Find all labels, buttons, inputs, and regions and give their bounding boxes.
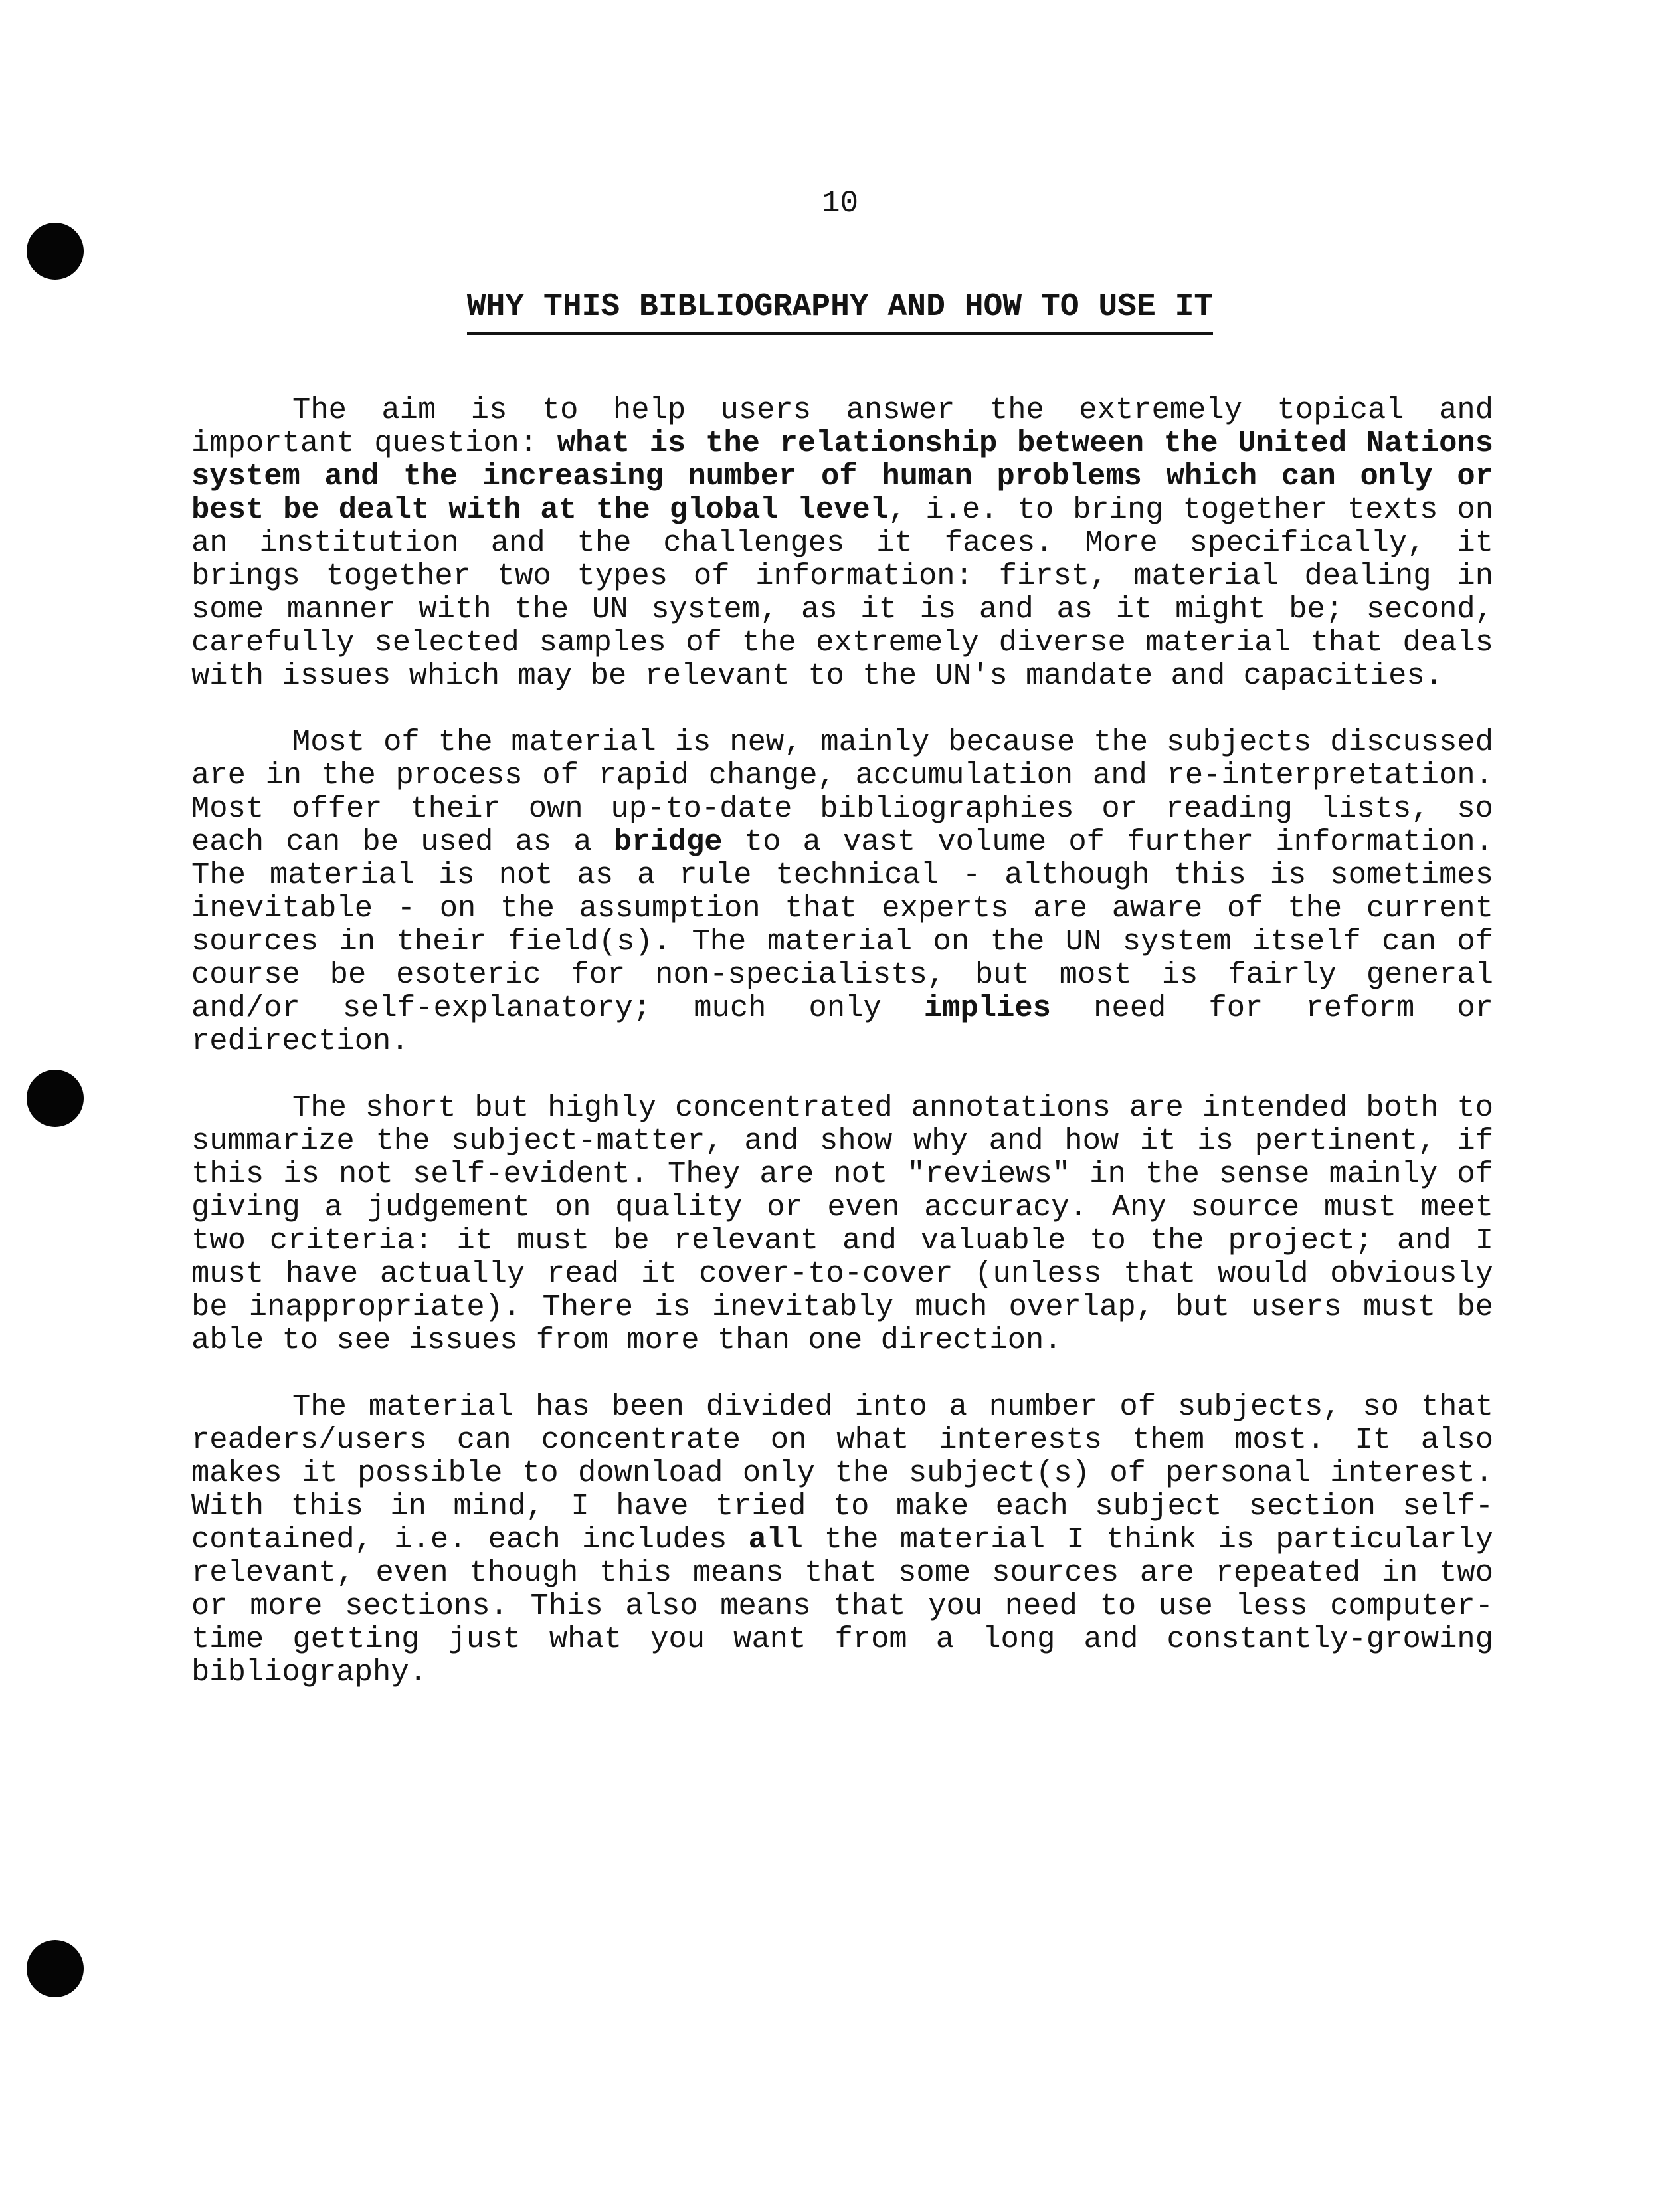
paragraph-3 (191, 1091, 1493, 1357)
section-heading-text: WHY THIS BIBLIOGRAPHY AND HOW TO USE IT (467, 287, 1213, 335)
paragraph-text: need for reform or redirection. (191, 991, 1493, 1058)
paragraph-text: , i.e. to bring together texts on an institution and the challenges it faces. More specifically, it brings together two types of information: first, material dealing in some manner with the UN system, as it is and as it might be; second, carefully selected samples of the extremely diverse material that deals with issues which may be relevant to the UN's mandate and capacities. (191, 492, 1494, 693)
section-heading (0, 287, 1680, 335)
binder-hole (27, 223, 84, 280)
paragraph-text: Most of the material is new, mainly because the subjects discussed are in the process of rapid change, accumulation and re-interpretation. Most offer their own up-to-date bibliographies or reading lists, so each can be used as a (191, 725, 1493, 859)
binder-hole (27, 1940, 84, 1997)
emphasis-text: what is the relationship between the United Nations system and the increasing number of human problems which can only or best be dealt with at the global level (191, 426, 1493, 527)
paragraph-text: The material has been divided into a number of subjects, so that readers/users can concentrate on what interests them most. It also makes it possible to download only the subject(s) of personal interest. With this in mind, I have tried to make each subject section self-contained, i.e. each includes (191, 1389, 1493, 1557)
paragraph-text: the material I think is particularly relevant, even though this means that some sources are repeated in two or more sections. This also means that you need to use less computer-time getting just what you want from a long and constantly-growing bibliography. (191, 1522, 1493, 1690)
emphasis-text: all (748, 1522, 803, 1557)
paragraph-2 (191, 726, 1493, 1058)
paragraph-text: to a vast volume of further information. The material is not as a rule technical - although this is sometimes inevitable - on the assumption that experts are aware of the current sources in their field(s). The material on the UN system itself can of course be esoteric for non-specialists, but most is fairly general and/or self-explanatory; much only (191, 825, 1494, 1025)
emphasis-text: implies (923, 991, 1051, 1025)
binder-hole (27, 1070, 84, 1127)
paragraph-text: The aim is to help users answer the extremely topical and important question: (191, 393, 1493, 460)
paragraph-1 (191, 393, 1493, 692)
page-number: 10 (821, 186, 859, 221)
paragraph-4 (191, 1390, 1493, 1689)
paragraph-text: The short but highly concentrated annotations are intended both to summarize the subject-matter, and show why and how it is pertinent, if this is not self-evident. They are not "reviews" in the sense mainly of giving a judgement on quality or even accuracy. Any source must meet two criteria: it must be relevant and valuable to the project; and I must have actually read it cover-to-cover (unless that would obviously be inappropriate). There is inevitably much overlap, but users must be able to see issues from more than one direction. (191, 1090, 1493, 1357)
body-text (191, 393, 1493, 1722)
emphasis-text: bridge (613, 825, 723, 859)
